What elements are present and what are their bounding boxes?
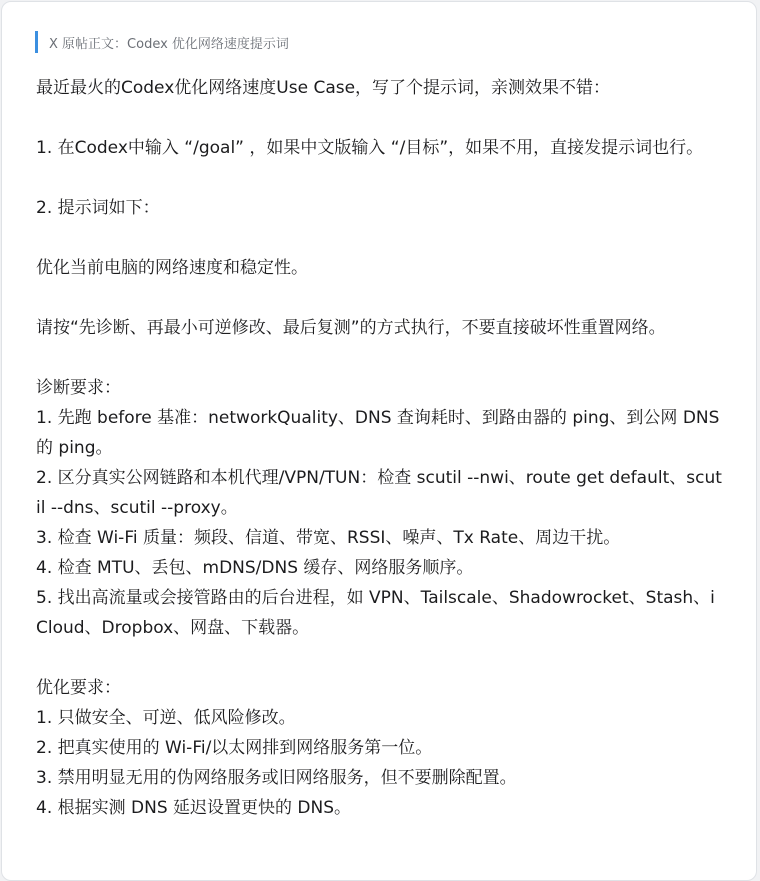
diagnosis-item: 2. 区分真实公网链路和本机代理/VPN/TUN：检查 scutil --nwi、route get default、scutil --dns、scutil --proxy。	[36, 468, 722, 518]
post-card	[1, 1, 757, 881]
optimization-heading: 优化要求：	[36, 678, 121, 698]
optimization-item: 3. 禁用明显无用的伪网络服务或旧网络服务，但不要删除配置。	[36, 768, 517, 788]
prompt-goal-paragraph: 优化当前电脑的网络速度和稳定性。	[36, 258, 308, 278]
source-quote-label: X 原帖正文：Codex 优化网络速度提示词	[35, 31, 289, 53]
step-2-paragraph: 2. 提示词如下：	[36, 198, 160, 218]
intro-paragraph: 最近最火的Codex优化网络速度Use Case，写了个提示词，亲测效果不错：	[36, 78, 611, 98]
optimization-item: 4. 根据实测 DNS 延迟设置更快的 DNS。	[36, 798, 352, 818]
step-1-paragraph: 1. 在Codex中输入 “/goal” ，如果中文版输入 “/目标”，如果不用，直接发提示词也行。	[36, 138, 704, 158]
diagnosis-item: 3. 检查 Wi-Fi 质量：频段、信道、带宽、RSSI、噪声、Tx Rate、周边干扰。	[36, 528, 621, 548]
paragraph-gap	[36, 223, 726, 253]
diagnosis-item: 4. 检查 MTU、丢包、mDNS/DNS 缓存、网络服务顺序。	[36, 558, 474, 578]
post-body	[36, 73, 726, 823]
paragraph-gap	[36, 343, 726, 373]
diagnosis-heading: 诊断要求：	[36, 378, 121, 398]
optimization-item: 1. 只做安全、可逆、低风险修改。	[36, 708, 296, 728]
paragraph-gap	[36, 103, 726, 133]
diagnosis-item: 1. 先跑 before 基准：networkQuality、DNS 查询耗时、到路由器的 ping、到公网 DNS 的 ping。	[36, 408, 720, 458]
paragraph-gap	[36, 163, 726, 193]
prompt-method-paragraph: 请按“先诊断、再最小可逆修改、最后复测”的方式执行，不要直接破坏性重置网络。	[36, 318, 666, 338]
paragraph-gap	[36, 283, 726, 313]
diagnosis-item: 5. 找出高流量或会接管路由的后台进程，如 VPN、Tailscale、Shadowrocket、Stash、iCloud、Dropbox、网盘、下载器。	[36, 588, 715, 638]
optimization-item: 2. 把真实使用的 Wi-Fi/以太网排到网络服务第一位。	[36, 738, 433, 758]
paragraph-gap	[36, 643, 726, 673]
